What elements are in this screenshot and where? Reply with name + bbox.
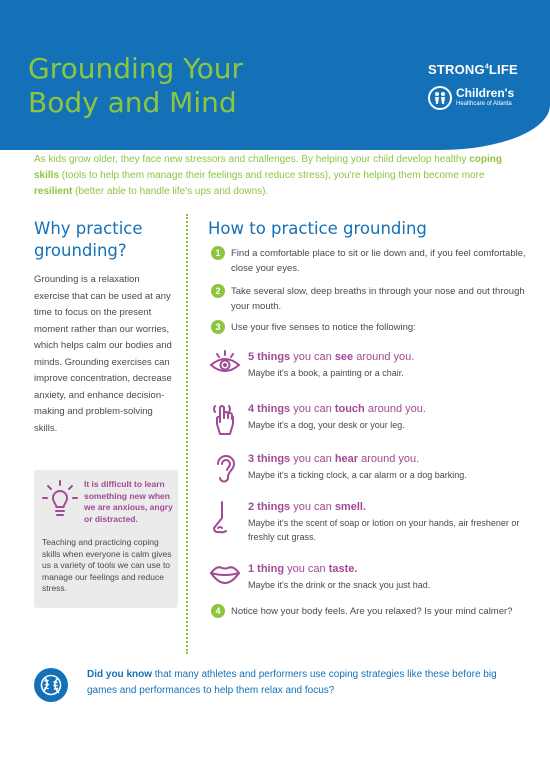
did-you-know-footer xyxy=(34,664,524,714)
ear-icon xyxy=(208,452,242,486)
org-subtitle: Healthcare of Atlanta xyxy=(456,101,512,107)
lips-icon xyxy=(208,562,242,586)
org-name: Children's xyxy=(456,86,515,100)
sense-description: Maybe it's the drink or the snack you just had. xyxy=(248,580,431,590)
step-number: 2 xyxy=(211,284,225,298)
sense-description: Maybe it's a book, a painting or a chair. xyxy=(248,368,404,378)
step-text: Take several slow, deep breaths in through your nose and out through your mouth. xyxy=(231,286,525,312)
why-heading: Why practice grounding? xyxy=(34,219,143,260)
why-body: Grounding is a relaxation exercise that can be used at any time to focus on the present moment rather than our worries, which helps calm our bodies and minds. Grounding exercises can improve concentration, decrease anxiety, and enhance decision-making and problem-solving skills. xyxy=(34,274,172,434)
tip-box xyxy=(34,470,178,608)
step-text: Use your five senses to notice the following: xyxy=(231,322,416,333)
how-heading: How to practice grounding xyxy=(208,219,427,238)
sense-description: Maybe it's a dog, your desk or your leg. xyxy=(248,420,405,430)
children-figures-icon xyxy=(428,86,452,110)
footer-text: Did you know that many athletes and performers use coping strategies like these before big games and performances to help them relax and focus? xyxy=(87,669,497,696)
nose-icon xyxy=(208,500,242,536)
childrens-healthcare-logo xyxy=(428,86,528,112)
tip-highlight: It is difficult to learn something new when we are anxious, angry or distracted. xyxy=(84,479,173,524)
header-banner xyxy=(0,0,550,150)
column-divider xyxy=(186,214,188,654)
strong4life-logo: STRONG$^4$LIFE xyxy=(428,62,518,77)
page-title xyxy=(28,52,348,120)
why-section xyxy=(34,218,174,437)
step-text: Notice how your body feels. Are you relaxed? Is your mind calmer? xyxy=(231,606,513,617)
tip-body: Teaching and practicing coping skills when everyone is calm gives us a variety of tools we can use to manage our feelings and reduce stress. xyxy=(42,537,172,593)
step-number: 3 xyxy=(211,320,225,334)
title-line-2: Body and Mind xyxy=(28,86,237,119)
step-number: 1 xyxy=(211,246,225,260)
title-line-1: Grounding Your xyxy=(28,52,243,85)
eye-icon xyxy=(208,350,242,378)
hand-icon xyxy=(208,402,242,436)
baseball-icon xyxy=(34,668,68,702)
step-number: 4 xyxy=(211,604,225,618)
sense-description: Maybe it's the scent of soap or lotion on your hands, air freshener or freshly cut grass. xyxy=(248,518,520,542)
intro-paragraph: As kids grow older, they face new stressors and challenges. By helping your child develop healthy coping skills (tools to help them manage their feelings and reduce stress), you're helping them become more resilient (better able to handle life's ups and downs). xyxy=(34,154,503,197)
sense-description: Maybe it's a ticking clock, a car alarm or a dog barking. xyxy=(248,470,467,480)
step-text: Find a comfortable place to sit or lie down and, if you feel comfortable, close your eyes. xyxy=(231,248,526,274)
how-section: How to practice grounding 1 Find a comfortable place to sit or lie down and, if you feel comfortable, close your eyes. 2 Take several slow, deep breaths in through your nose and out through your mouth. 3 Use your five senses to notice the following: 5 things you can see around you. Maybe it's a book, a painting or a chair. 4 things you can touch around you. Maybe it's a dog, your desk or your leg. 3 things you can hear around you. Maybe it's a ticking clock, a car alarm or a dog barking. 2 things you can smell. Maybe it's the scent of soap or lotion on your hands, air freshener or freshly cut grass. 1 thing you can taste. Maybe it's the drink or the snack you just had. 4 Notice how your body feels. Are you relaxed? Is your mind calmer? xyxy=(208,218,533,240)
lightbulb-icon xyxy=(42,480,78,520)
